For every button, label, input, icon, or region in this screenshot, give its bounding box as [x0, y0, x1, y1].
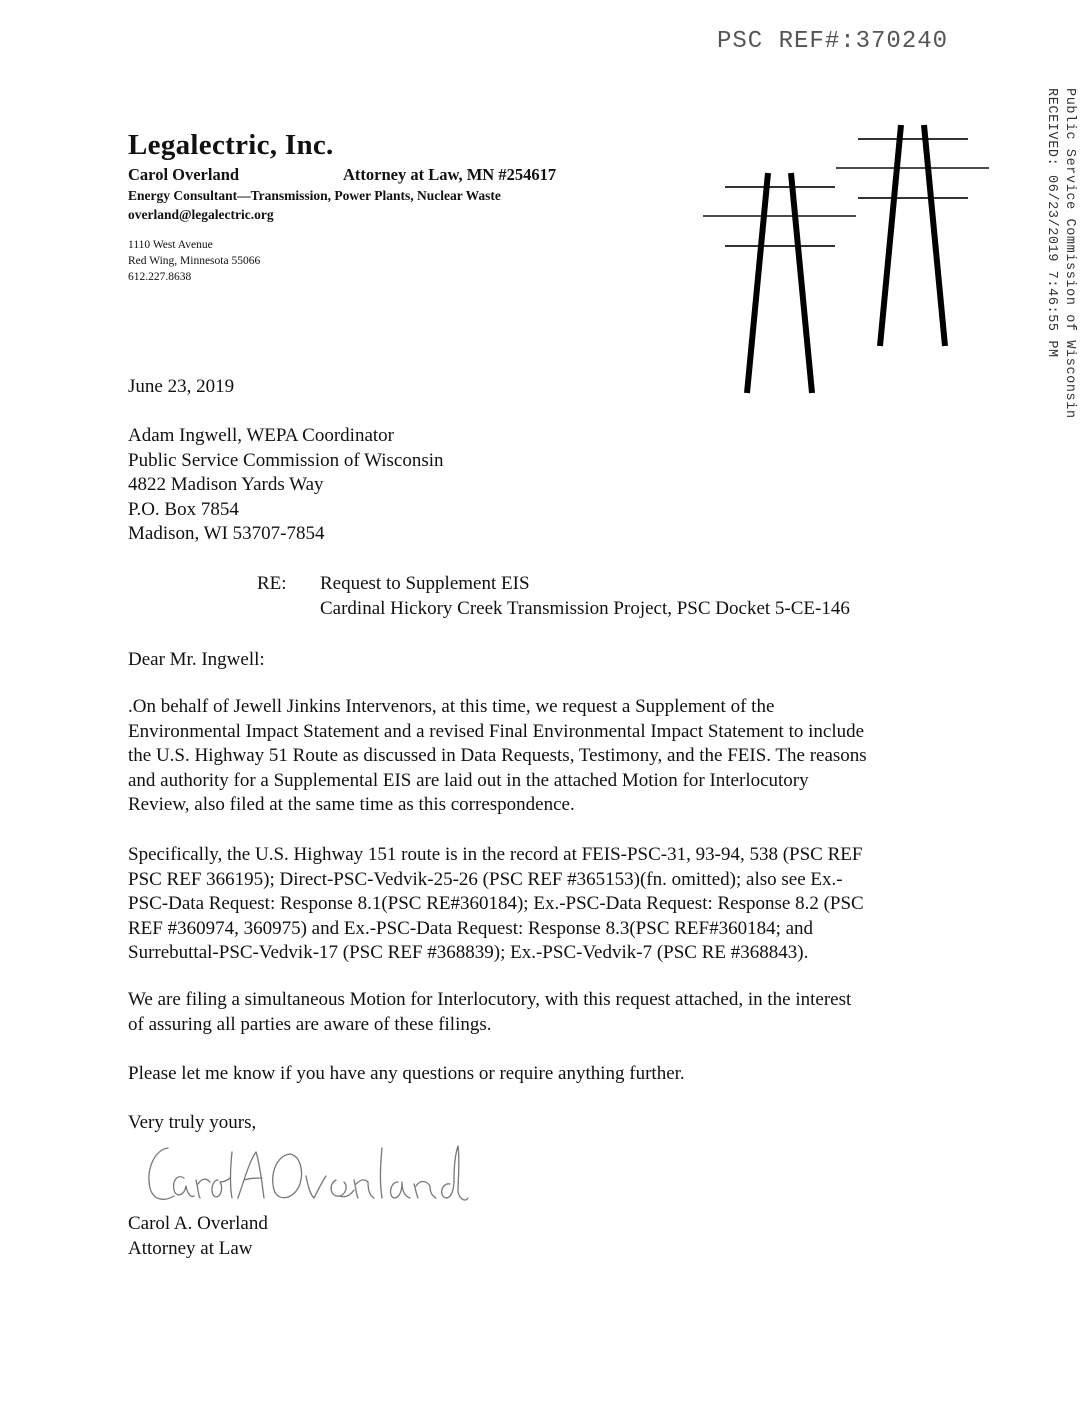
recipient-line: 4822 Madison Yards Way	[128, 474, 324, 495]
signer-title: Attorney at Law	[128, 1237, 253, 1259]
tower-left-icon	[703, 173, 856, 393]
paragraph-line: the U.S. Highway 51 Route as discussed in Data Requests, Testimony, and the FEIS. The reasons	[128, 745, 867, 766]
paragraph-line: Environmental Impact Statement and a revised Final Environmental Impact Statement to include	[128, 720, 865, 742]
recipient-line: Public Service Commission of Wisconsin	[128, 449, 444, 471]
signer-block	[128, 1212, 268, 1261]
salutation: Dear Mr. Ingwell:	[128, 649, 265, 670]
closing: Very truly yours,	[128, 1112, 257, 1133]
recipient-address	[128, 424, 444, 547]
address-street: 1110 West Avenue	[128, 239, 213, 251]
power-transmission-towers-icon	[690, 110, 1000, 400]
paragraph-line: Surrebuttal-PSC-Vedvik-17 (PSC REF #368839); Ex.-PSC-Vedvik-7 (PSC RE #368843).	[128, 942, 809, 963]
paragraph-line: of assuring all parties are aware of these filings.	[128, 1013, 492, 1035]
body-paragraph	[128, 843, 963, 966]
letterhead-address	[128, 237, 556, 285]
paragraph-line: REF #360974, 360975) and Ex.-PSC-Data Request: Response 8.3(PSC REF#360184; and	[128, 917, 814, 939]
signer-name: Carol A. Overland	[128, 1213, 268, 1234]
recipient-line: P.O. Box 7854	[128, 498, 239, 520]
company-name: Legalectric, Inc.	[128, 129, 334, 161]
recipient-line: Adam Ingwell, WEPA Coordinator	[128, 425, 394, 446]
stamp-commission: Public Service Commission of Wisconsin	[1062, 88, 1077, 419]
address-phone: 612.227.8638	[128, 271, 192, 283]
paragraph-line: and authority for a Supplemental EIS are laid out in the attached Motion for Interlocutory	[128, 769, 809, 791]
paragraph-line: Specifically, the U.S. Highway 151 route is in the record at FEIS-PSC-31, 93-94, 538 (PSC REF	[128, 844, 863, 865]
address-city: Red Wing, Minnesota 55066	[128, 255, 261, 267]
stamp-received-date: RECEIVED: 06/23/2019 7:46:55 PM	[1044, 88, 1059, 358]
handwritten-signature	[140, 1140, 470, 1210]
paragraph-line: PSC-Data Request: Response 8.1(PSC RE#360184); Ex.-PSC-Data Request: Response 8.2 (PSC	[128, 893, 864, 914]
paragraph-line: PSC REF 366195); Direct-PSC-Vedvik-25-26 (PSC REF #365153)(fn. omitted); also see Ex.-	[128, 868, 843, 890]
psc-reference-number: PSC REF#:370240	[717, 28, 949, 55]
paragraph-line: Review, also filed at the same time as this correspondence.	[128, 794, 575, 815]
letter-date: June 23, 2019	[128, 376, 235, 397]
attorney-name: Carol Overland	[128, 165, 240, 184]
tagline: Energy Consultant—Transmission, Power Plants, Nuclear Waste	[128, 188, 501, 203]
subject-block	[257, 572, 850, 621]
paragraph-line: .On behalf of Jewell Jinkins Intervenors, at this time, we request a Supplement of the	[128, 696, 775, 717]
paragraph-line: Please let me know if you have any questions or require anything further.	[128, 1063, 685, 1084]
body-paragraph	[128, 695, 963, 818]
attorney-title: Attorney at Law, MN #254617	[343, 165, 557, 184]
recipient-line: Madison, WI 53707-7854	[128, 523, 325, 544]
re-label: RE:	[257, 573, 287, 594]
tower-right-icon	[836, 125, 989, 346]
body-paragraph	[128, 1062, 963, 1087]
subject-line: Cardinal Hickory Creek Transmission Project, PSC Docket 5-CE-146	[320, 597, 850, 619]
email-address: overland@legalectric.org	[128, 207, 274, 222]
letterhead	[128, 128, 556, 285]
subject-line: Request to Supplement EIS	[320, 573, 530, 594]
paragraph-line: We are filing a simultaneous Motion for Interlocutory, with this request attached, in the interest	[128, 989, 852, 1010]
body-paragraph	[128, 988, 963, 1037]
attorney-row	[128, 164, 556, 186]
received-stamp	[1020, 88, 1080, 468]
